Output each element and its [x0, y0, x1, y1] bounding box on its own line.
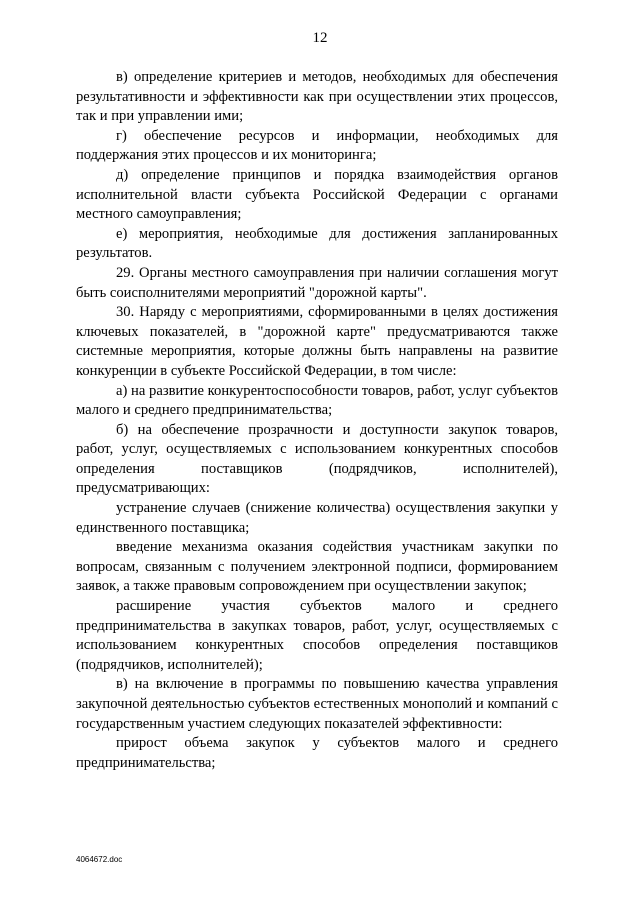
page-number: 12 — [312, 30, 328, 46]
paragraph-procurement-growth: прирост объема закупок у субъектов малого и среднего предпринимательства; — [76, 735, 558, 771]
paragraph-30-system-measures: 30. Наряду с мероприятиями, сформированными в целях достижения ключевых показателей, в "дорожной карте" предусматриваются также системные мероприятия, которые должны быть направлены на развитие конкуренции в субъекте Российской Федерации, в том числе: — [76, 304, 558, 379]
paragraph-assistance-mechanism: введение механизма оказания содействия участникам закупки по вопросам, связанным с получением электронной подписи, формированием заявок, а также правовым сопровождением при осуществлении закупок; — [76, 539, 558, 595]
paragraph-a-competitiveness: а) на развитие конкурентоспособности товаров, работ, услуг субъектов малого и среднего предпринимательства; — [76, 382, 558, 419]
paragraph-v-procurement-programs: в) на включение в программы по повышению качества управления закупочной деятельностью субъектов естественных монополий и компаний с государственным участием следующих показателей эффективности: — [76, 676, 558, 732]
document-body — [76, 68, 558, 773]
paragraph-29-local-government: 29. Органы местного самоуправления при наличии соглашения могут быть соисполнителями мероприятий "дорожной карты". — [76, 264, 558, 301]
paragraph-sme-participation: расширение участия субъектов малого и среднего предпринимательства в закупках товаров, работ, услуг, осуществляемых с использованием конкурентных способов определения поставщиков (подрядчиков, исполнителей); — [76, 598, 558, 673]
paragraph-single-supplier: устранение случаев (снижение количества) осуществления закупки у единственного поставщика; — [76, 500, 558, 536]
paragraph-b-transparency: б) на обеспечение прозрачности и доступности закупок товаров, работ, услуг, осуществляемых с использованием конкурентных способов определения поставщиков (подрядчиков, исполнителей), предусматривающих: — [76, 421, 558, 497]
paragraph-e-measures: е) мероприятия, необходимые для достижения запланированных результатов. — [76, 225, 558, 262]
paragraph-g-resources: г) обеспечение ресурсов и информации, необходимых для поддержания этих процессов и их мониторинга; — [76, 127, 558, 164]
paragraph-v-criteria: в) определение критериев и методов, необходимых для обеспечения результативности и эффективности как при осуществлении этих процессов, так и при управлении ими; — [76, 69, 558, 125]
footer-doc-id: 4064672.doc — [76, 855, 123, 864]
paragraph-d-principles: д) определение принципов и порядка взаимодействия органов исполнительной власти субъекта Российской Федерации с органами местного самоуправления; — [76, 166, 558, 223]
